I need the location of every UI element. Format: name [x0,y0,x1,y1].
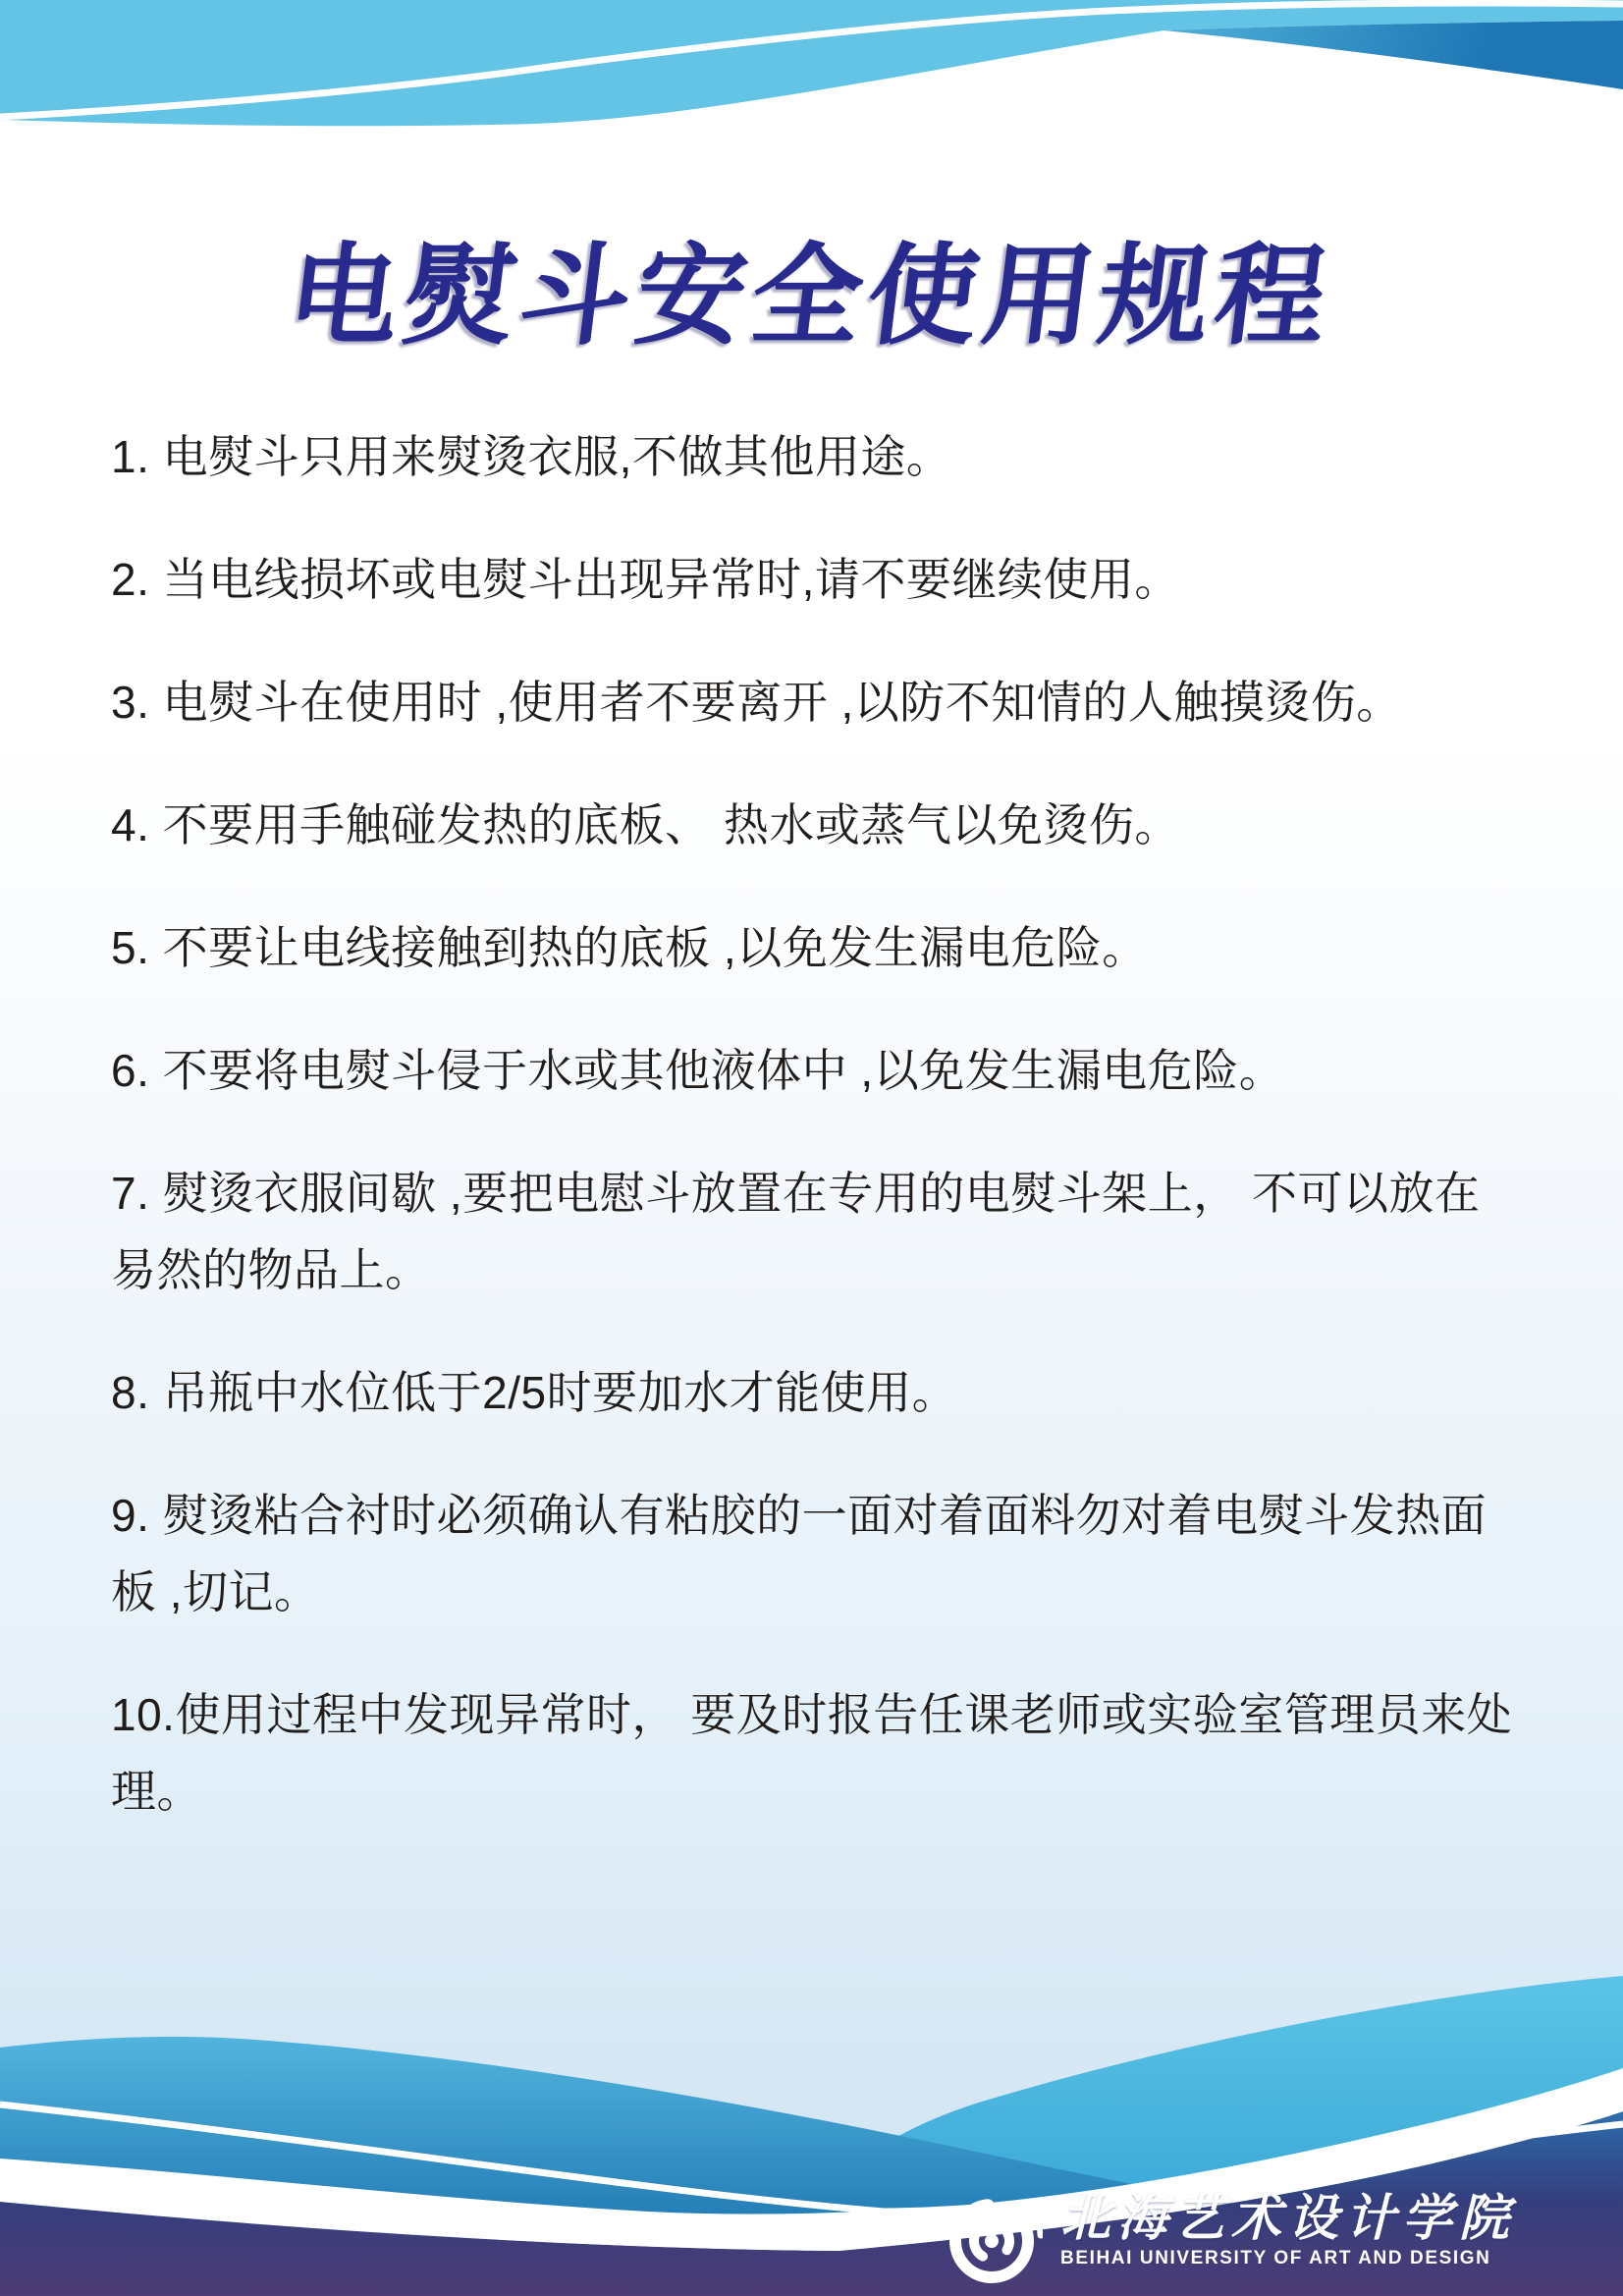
rule-item-7: 7. 熨烫衣服间歇 ,要把电慰斗放置在专用的电熨斗架上， 不可以放在易然的物品上。 [111,1168,1481,1295]
university-logo [941,2190,1517,2288]
rule-item-6: 6. 不要将电熨斗侵于水或其他液体中 ,以免发生漏电危险。 [111,1045,1285,1096]
rule-item-4: 4. 不要用手触碰发热的底板、 热水或蒸气以免烫伤。 [111,799,1180,850]
swirl-icon [941,2190,1043,2292]
rule-item-8: 8. 吊瓶中水位低于2/5时要加水才能使用。 [111,1367,958,1418]
rule-item-1: 1. 电熨斗只用来熨烫衣服,不做其他用途。 [111,431,952,482]
rule-item-9: 9. 熨烫粘合衬时必须确认有粘胶的一面对着面料勿对着电熨斗发热面板 ,切记。 [111,1490,1488,1617]
header-band-shape [0,0,1623,126]
header-dark-wave-shape [1163,21,1623,89]
rule-item-5: 5. 不要让电线接触到热的底板 ,以免发生漏电危险。 [111,922,1148,973]
rules-list [111,418,1515,1876]
rule-item-2: 2. 当电线损坏或电熨斗出现异常时,请不要继续使用。 [111,554,1180,605]
logo-en-text: BEIHAI UNIVERSITY OF ART AND DESIGN [1060,2248,1491,2269]
page-title: 电熨斗安全使用规程 [281,235,1340,357]
rule-item-3: 3. 电熨斗在使用时 ,使用者不要离开 ,以防不知情的人触摸烫伤。 [111,677,1402,728]
logo-text-block [1060,2190,1516,2270]
rule-item-10: 10.使用过程中发现异常时， 要及时报告任课老师或实验室管理员来处理。 [111,1689,1513,1817]
logo-cn-text: 北海艺术设计学院 [1060,2190,1517,2246]
